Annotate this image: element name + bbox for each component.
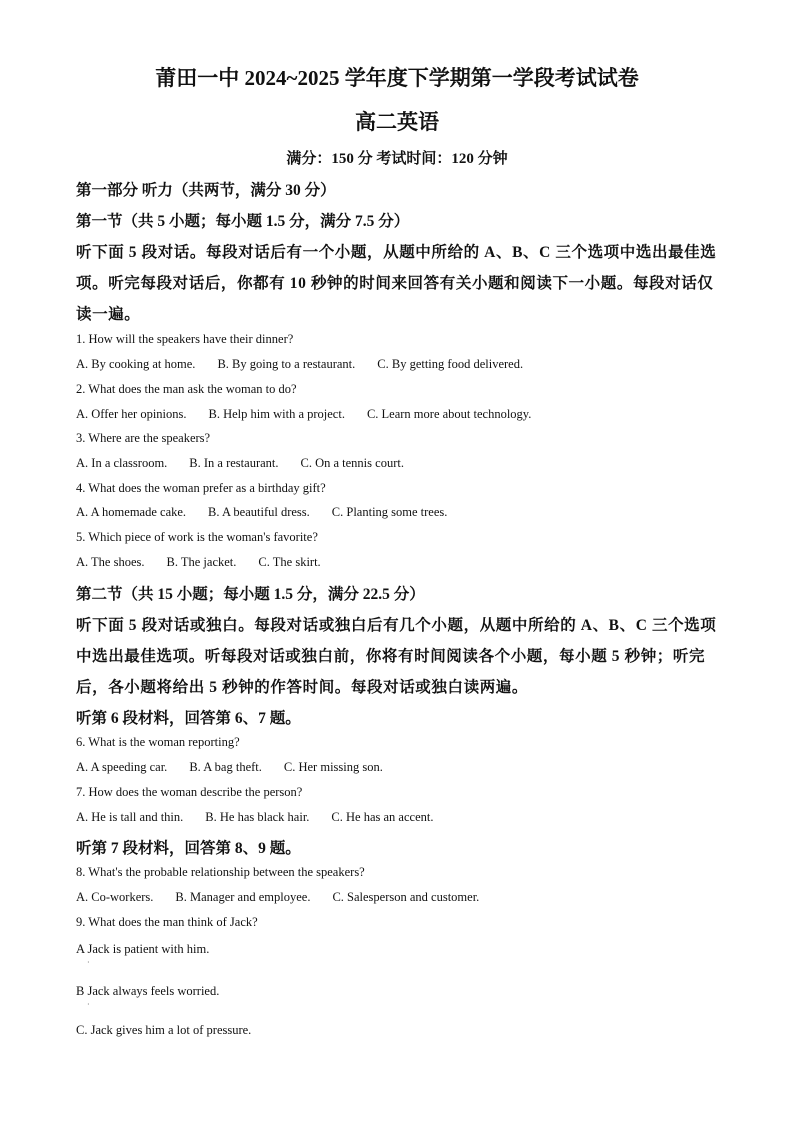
option-b: B. Help him with a project.: [208, 407, 345, 421]
option-c: C. Planting some trees.: [331, 505, 448, 519]
material-7-heading: 听第 7 段材料，回答第 8、9 题。: [76, 840, 301, 857]
question-text: 2. What does the man ask the woman to do?: [76, 382, 297, 396]
question-options: [76, 456, 426, 471]
option-a: A. The shoes.: [76, 555, 145, 569]
section1-instruction-line: 项。听完每段对话后，你都有 10 秒钟的时间来回答有关小题和阅读下一小题。每段对话仅: [76, 275, 714, 292]
exam-meta: 满分：150 分 考试时间：120 分钟: [286, 151, 508, 167]
option-b: B Jack always feels worried.: [76, 984, 220, 998]
stray-dot-mark: ·: [87, 958, 90, 967]
question-options: [76, 357, 545, 372]
option-b: B. Manager and employee.: [175, 890, 311, 904]
question-text: 3. Where are the speakers?: [76, 431, 211, 445]
option-a: A. A speeding car.: [76, 760, 168, 774]
option-b: B. In a restaurant.: [189, 456, 279, 470]
option-b: B. The jacket.: [166, 555, 237, 569]
question-options: [76, 555, 343, 570]
question-text: 9. What does the man think of Jack?: [76, 915, 258, 929]
section2-instruction-line: 听下面 5 段对话或独白。每段对话或独白后有几个小题，从题中所给的 A、B、C 三个选项: [76, 617, 717, 634]
option-b: B. A bag theft.: [189, 760, 262, 774]
exam-title: 莆田一中 2024~2025 学年度下学期第一学段考试试卷: [155, 66, 639, 90]
option-b: B. By going to a restaurant.: [217, 357, 356, 371]
option-a: A Jack is patient with him.: [76, 942, 210, 956]
option-b: B. A beautiful dress.: [208, 505, 310, 519]
section1-instruction-line: 读一遍。: [76, 306, 141, 323]
section1-heading: 第一节（共 5 小题；每小题 1.5 分，满分 7.5 分）: [76, 213, 410, 230]
option-a: A. Co-workers.: [76, 890, 154, 904]
question-options: [76, 407, 553, 422]
part1-heading: 第一部分 听力（共两节，满分 30 分）: [76, 182, 336, 199]
option-a: A. By cooking at home.: [76, 357, 196, 371]
question-text: 4. What does the woman prefer as a birthday gift?: [76, 481, 326, 495]
option-a: A. In a classroom.: [76, 456, 168, 470]
option-a: A. A homemade cake.: [76, 505, 187, 519]
question-text: 8. What's the probable relationship between the speakers?: [76, 865, 365, 879]
question-text: 5. Which piece of work is the woman's favorite?: [76, 530, 318, 544]
option-c: C. Her missing son.: [283, 760, 383, 774]
section2-instruction-line: 后，各小题将给出 5 秒钟的作答时间。每段对话或独白读两遍。: [76, 679, 529, 696]
option-c: C. Learn more about technology.: [366, 407, 532, 421]
question-text: 1. How will the speakers have their dinner?: [76, 332, 294, 346]
exam-subject: 高二英语: [355, 110, 439, 134]
question-options: [76, 505, 469, 520]
material-6-heading: 听第 6 段材料，回答第 6、7 题。: [76, 710, 301, 727]
question-text: 7. How does the woman describe the person?: [76, 785, 303, 799]
option-c: C. Salesperson and customer.: [332, 890, 480, 904]
option-c: C. By getting food delivered.: [377, 357, 524, 371]
option-c: C. He has an accent.: [331, 810, 434, 824]
option-c: C. The skirt.: [258, 555, 321, 569]
option-c: C. Jack gives him a lot of pressure.: [76, 1023, 252, 1037]
option-b: B. He has black hair.: [205, 810, 310, 824]
question-text: 6. What is the woman reporting?: [76, 735, 240, 749]
question-options: [76, 810, 455, 825]
stray-dot-mark: ·: [87, 1000, 90, 1009]
option-a: A. He is tall and thin.: [76, 810, 184, 824]
option-c: C. On a tennis court.: [300, 456, 404, 470]
option-a: A. Offer her opinions.: [76, 407, 187, 421]
section2-heading: 第二节（共 15 小题；每小题 1.5 分，满分 22.5 分）: [76, 586, 425, 603]
section1-instruction-line: 听下面 5 段对话。每段对话后有一个小题，从题中所给的 A、B、C 三个选项中选出最佳选: [76, 244, 717, 261]
question-options: [76, 760, 405, 775]
question-options: [76, 890, 501, 905]
section2-instruction-line: 中选出最佳选项。听每段对话或独白前，你将有时间阅读各个小题，每小题 5 秒钟；听完: [76, 648, 706, 665]
